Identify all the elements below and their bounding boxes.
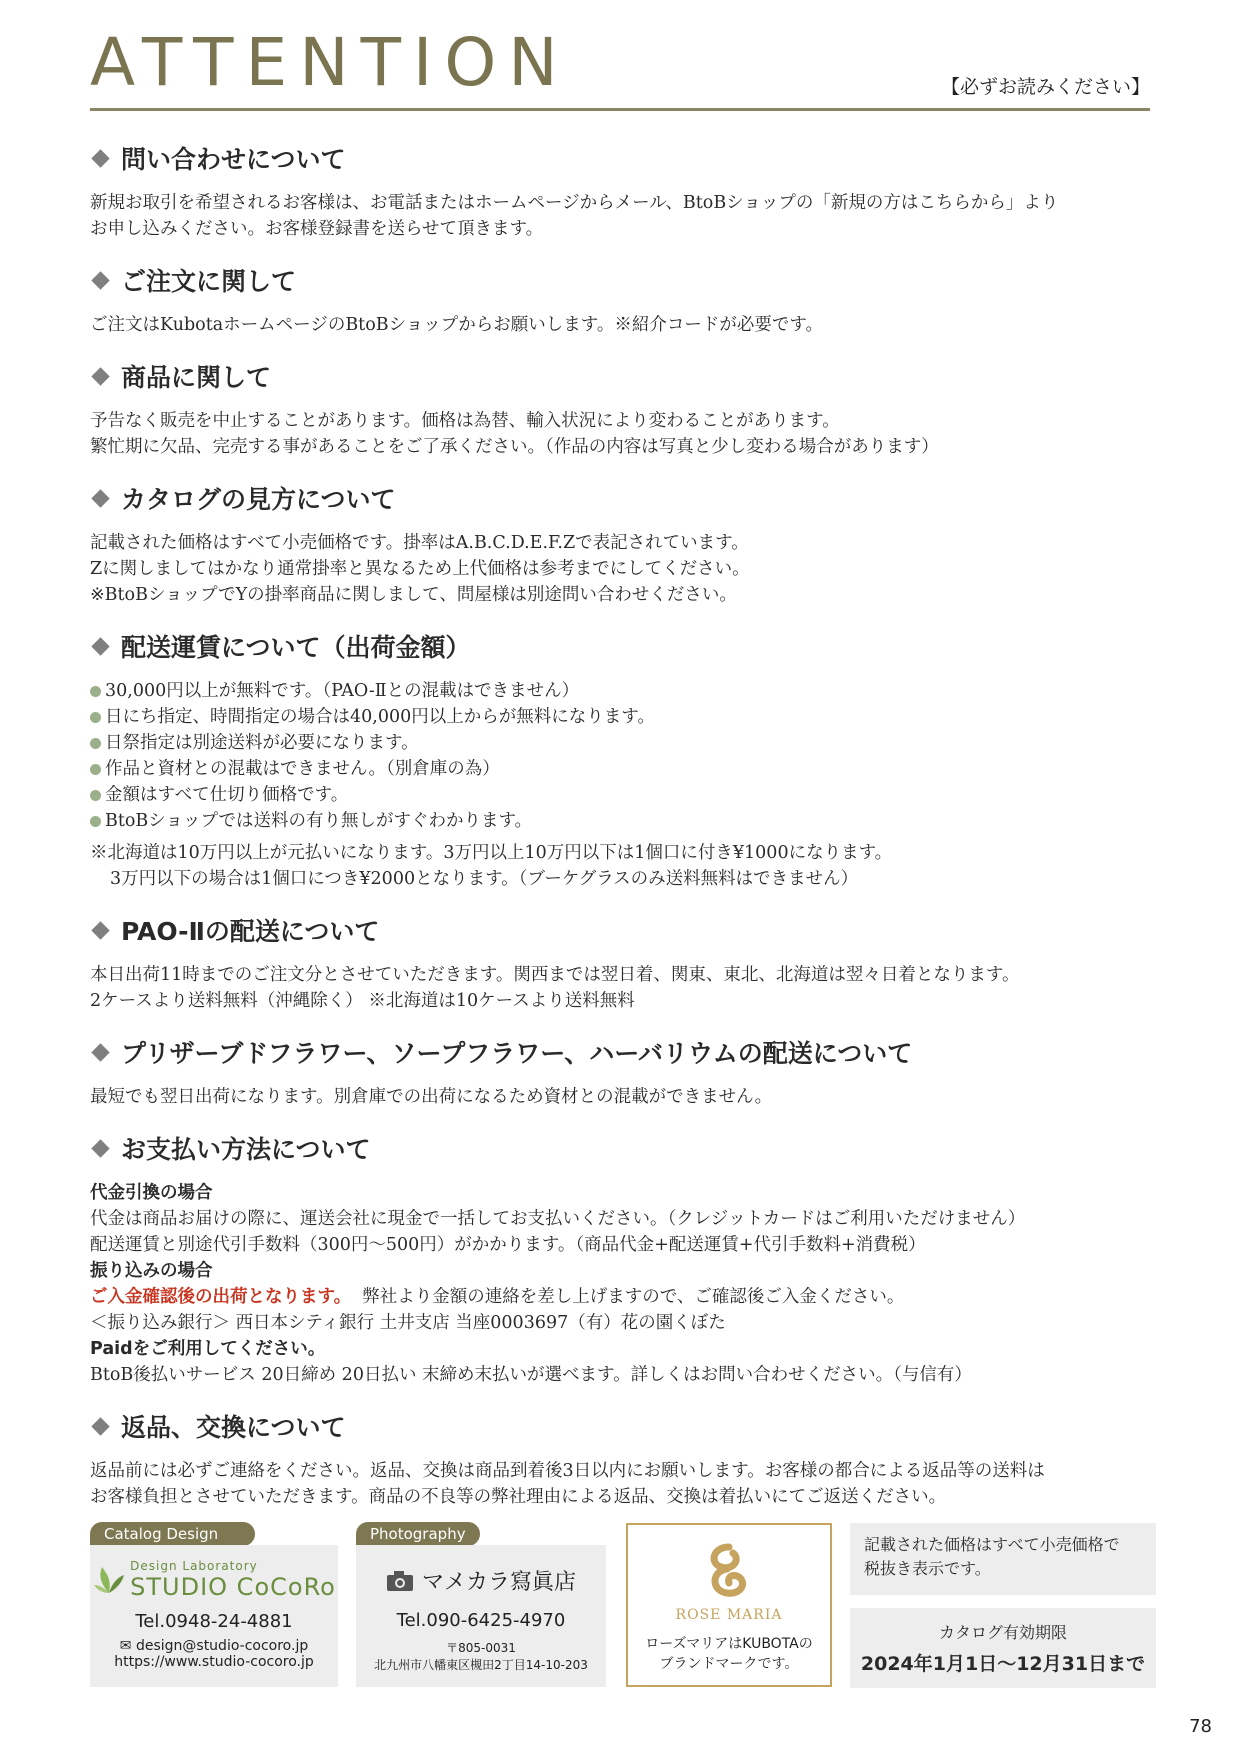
diamond-bullet-icon (91, 489, 109, 507)
section-title-text: 問い合わせについて (121, 145, 346, 174)
hokkaido-note-continued: 3万円以下の場合は1個口につき¥2000となります。（ブーケグラスのみ送料無料はできません） (110, 869, 859, 889)
paragraph-line: 新規お取引を希望されるお客様は、お電話またはホームページからメール、BtoBショップの「新規の方はこちらから」より (90, 193, 1059, 213)
transfer-warning: ご入金確認後の出荷となります。 (90, 1287, 352, 1307)
paragraph-line: Zに関しましてはかなり通常掛率と異なるため上代価格は参考までにしてください。 (90, 559, 750, 579)
diamond-bullet-icon (91, 1139, 109, 1157)
section-preserved-flowers (90, 1034, 1160, 1110)
header-divider (90, 108, 1150, 111)
studio-email[interactable]: design@studio-cocoro.jp (135, 1638, 309, 1654)
list-item: 金額はすべて仕切り価格です。 (90, 782, 1160, 808)
price-note-line: 記載された価格はすべて小売価格で (864, 1535, 1120, 1554)
bullet-dot-icon (90, 790, 101, 801)
section-title-text: 商品に関して (121, 363, 272, 392)
hokkaido-note: ※北海道は10万円以上が元払いになります。3万円以上10万円以下は1個口に付き¥1000になります。 (90, 843, 893, 863)
shipping-list (90, 678, 1160, 834)
rose-maria-logo-icon (697, 1539, 761, 1603)
studio-url[interactable]: https://www.studio-cocoro.jp (114, 1654, 314, 1670)
bank-info: ＜振り込み銀行＞ 西日本シティ銀行 土井支店 当座0003697（有）花の園くぼた (90, 1313, 726, 1333)
photo-tel: Tel.090-6425-4970 (396, 1610, 566, 1631)
diamond-bullet-icon (91, 921, 109, 939)
paragraph-line: お客様負担とさせていただきます。商品の不良等の弊社理由による返品、交換は着払いにてご返送ください。 (90, 1487, 947, 1507)
transfer-line: ご入金確認後の出荷となります。 弊社より金額の連絡を差し上げますので、ご確認後ご入金ください。 (90, 1287, 905, 1307)
studio-cocoro-box (90, 1545, 338, 1687)
bullet-dot-icon (90, 738, 101, 749)
rose-note-line: ローズマリアはKUBOTAの (645, 1636, 813, 1652)
section-catalog (90, 480, 1160, 608)
section-title (90, 480, 1160, 516)
price-note-box (850, 1523, 1156, 1595)
section-title-text: プリザーブドフラワー、ソープフラワー、ハーバリウムの配送について (121, 1039, 913, 1068)
section-returns (90, 1408, 1160, 1510)
photography-box (356, 1545, 606, 1687)
diamond-bullet-icon (91, 271, 109, 289)
paragraph-line: BtoB後払いサービス 20日締め 20日払い 末締め末払いが選べます。詳しくはお問い合わせください。（与信有） (90, 1365, 972, 1385)
paragraph-line: ご注文はKubotaホームページのBtoBショップからお願いします。※紹介コードが必要です。 (90, 315, 823, 335)
validity-value: 2024年1月1日～12月31日まで (860, 1653, 1146, 1675)
bullet-dot-icon (90, 764, 101, 775)
photo-zip: 〒805-0031 (446, 1641, 516, 1655)
section-title (90, 628, 1160, 664)
section-inquiry (90, 140, 1160, 242)
paid-heading: Paidをご利用してください。 (90, 1339, 326, 1359)
section-title (90, 1130, 1160, 1166)
paragraph-line: 本日出荷11時までのご注文分とさせていただきます。関西までは翌日着、関東、東北、北海道は翌々日着となります。 (90, 965, 1020, 985)
diamond-bullet-icon (91, 149, 109, 167)
rose-note-line: ブランドマークです。 (659, 1656, 799, 1672)
bullet-dot-icon (90, 686, 101, 697)
validity-label: カタログ有効期限 (938, 1623, 1067, 1642)
price-note-line: 税抜き表示です。 (864, 1559, 991, 1578)
section-title-text: ご注文に関して (121, 267, 297, 296)
paragraph-line: お申し込みください。お客様登録書を送らせて頂きます。 (90, 219, 544, 239)
photo-studio-name: マメカラ寫眞店 (421, 1570, 576, 1595)
validity-period-box (850, 1608, 1156, 1688)
studio-email-row (90, 1638, 338, 1654)
diamond-bullet-icon (91, 1417, 109, 1435)
section-title-text: 配送運賃について（出荷金額） (121, 633, 471, 662)
paragraph-line: 返品前には必ずご連絡をください。返品、交換は商品到着後3日以内にお願いします。お客様の都合による返品等の送料は (90, 1461, 1045, 1481)
studio-tel: Tel.0948-24-4881 (135, 1611, 293, 1632)
bullet-dot-icon (90, 816, 101, 827)
bullet-dot-icon (90, 712, 101, 723)
must-read-note: 【必ずお読みください】 (940, 76, 1150, 98)
paragraph-line: 代金は商品お届けの際に、運送会社に現金で一括してお支払いください。（クレジットカードはご利用いただけません） (90, 1209, 1026, 1229)
paragraph-line: ※BtoBショップでYの掛率商品に関しまして、問屋様は別途問い合わせください。 (90, 585, 737, 605)
section-title-text: 返品、交換について (121, 1413, 346, 1442)
section-title (90, 1034, 1160, 1070)
cod-heading: 代金引換の場合 (90, 1183, 213, 1203)
list-item: 作品と資材との混載はできません。（別倉庫の為） (90, 756, 1160, 782)
section-shipping (90, 628, 1160, 892)
diamond-bullet-icon (91, 637, 109, 655)
list-item: BtoBショップでは送料の有り無しがすぐわかります。 (90, 808, 1160, 834)
paragraph-line: 2ケースより送料無料（沖縄除く） ※北海道は10ケースより送料無料 (90, 991, 635, 1011)
list-item: 日祭指定は別途送料が必要になります。 (90, 730, 1160, 756)
photography-tag: Photography (356, 1522, 480, 1546)
leaf-logo-icon (92, 1563, 126, 1597)
diamond-bullet-icon (91, 367, 109, 385)
paragraph-line: 記載された価格はすべて小売価格です。掛率はA.B.C.D.E.F.Zで表記されています。 (90, 533, 749, 553)
section-title (90, 358, 1160, 394)
section-order (90, 262, 1160, 338)
rose-maria-brand: ROSE MARIA (675, 1607, 783, 1623)
camera-icon (386, 1570, 414, 1592)
studio-subtitle: Design Laboratory (130, 1559, 258, 1573)
envelope-icon: ✉ (119, 1638, 132, 1654)
diamond-bullet-icon (91, 1043, 109, 1061)
section-title-text: お支払い方法について (121, 1135, 371, 1164)
section-title (90, 262, 1160, 298)
paragraph-line: 配送運賃と別途代引手数料（300円～500円）がかかります。（商品代金+配送運賃+代引手数料+消費税） (90, 1235, 926, 1255)
section-payment (90, 1130, 1160, 1388)
section-pao (90, 912, 1160, 1014)
section-title (90, 140, 1160, 176)
studio-name: STUDIO CoCoRo (130, 1573, 336, 1601)
list-item: 30,000円以上が無料です。（PAO-Ⅱとの混載はできません） (90, 678, 1160, 704)
section-title (90, 1408, 1160, 1444)
page-title: ATTENTION (90, 24, 570, 101)
photo-address: 北九州市八幡東区槻田2丁目14-10-203 (374, 1658, 588, 1672)
paragraph-line: 最短でも翌日出荷になります。別倉庫での出荷になるため資材との混載ができません。 (90, 1087, 773, 1107)
list-item: 日にち指定、時間指定の場合は40,000円以上からが無料になります。 (90, 704, 1160, 730)
paragraph-line: 予告なく販売を中止することがあります。価格は為替、輸入状況により変わることがあります。 (90, 411, 840, 431)
section-title-text: カタログの見方について (121, 485, 396, 514)
attention-content (90, 140, 1160, 1530)
section-title (90, 912, 1160, 948)
paragraph-line: 繁忙期に欠品、完売する事があることをご了承ください。（作品の内容は写真と少し変わる場合があります） (90, 437, 939, 457)
catalog-design-tag: Catalog Design (90, 1522, 255, 1546)
section-product (90, 358, 1160, 460)
section-title-text: PAO-Ⅱの配送について (121, 917, 380, 946)
page-number: 78 (1189, 1716, 1212, 1737)
transfer-heading: 振り込みの場合 (90, 1261, 213, 1281)
rose-maria-box (626, 1523, 832, 1687)
